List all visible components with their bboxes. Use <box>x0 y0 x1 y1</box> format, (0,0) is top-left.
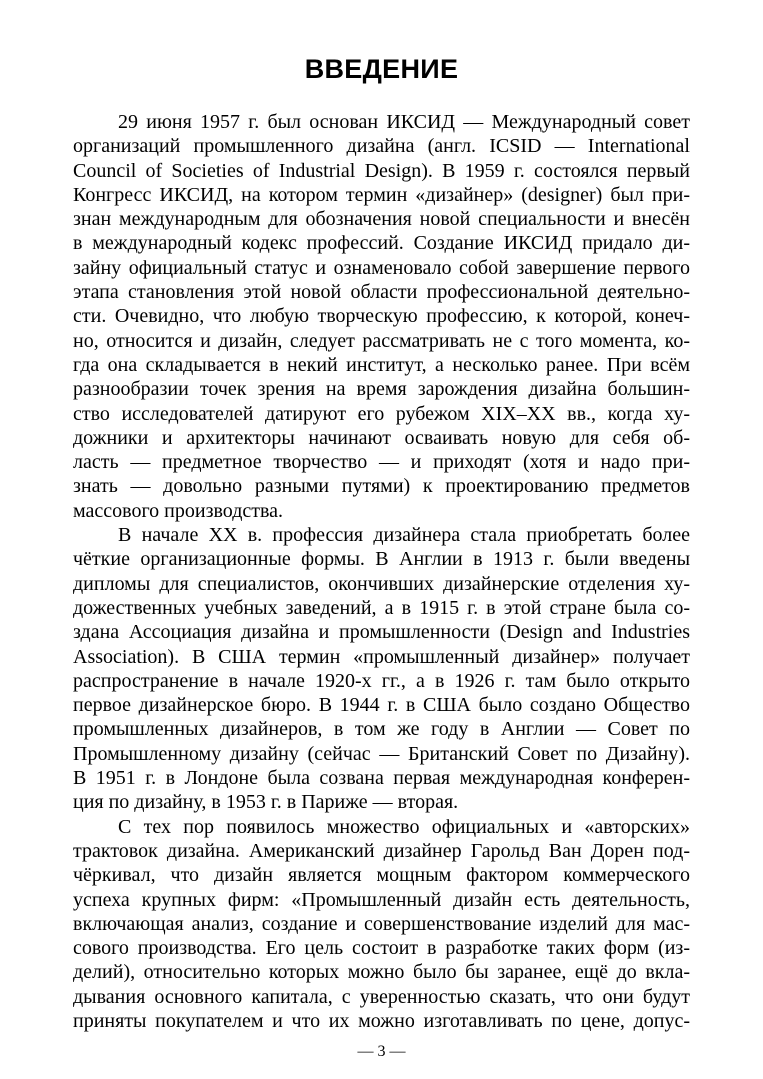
text-line: массового производства. <box>73 499 284 522</box>
text-line: организаций промышленного дизайна (англ. ICSID — International <box>73 135 690 158</box>
text-line: С тех пор появилось множество официальных и «авторских» <box>118 815 690 838</box>
text-line: В 1951 г. в Лондоне была созвана первая международная конферен- <box>73 767 690 790</box>
text-line: первое дизайнерское бюро. В 1944 г. в США было создано Общество <box>73 694 690 717</box>
text-line: ство исследователей датируют его рубежом XIX–XX вв., когда ху- <box>73 402 690 425</box>
paragraph-3 <box>73 815 690 1034</box>
chapter-heading: ВВЕДЕНИЕ <box>304 54 459 84</box>
page-number: — 3 — <box>357 1043 406 1060</box>
text-line: распространение в начале 1920-х гг., а в 1926 г. там было открыто <box>73 669 690 692</box>
text-line: зайну официальный статус и ознаменовало собой завершение первого <box>73 256 690 279</box>
text-line: сти. Очевидно, что любую творческую профессию, к которой, конеч- <box>73 305 690 328</box>
text-line: гда она складывается в некий институт, а несколько ранее. При всём <box>73 353 690 376</box>
text-line: чёткие организационные формы. В Англии в 1913 г. были введены <box>73 548 690 571</box>
text-line: дывания основного капитала, с уверенностью сказать, что они будут <box>73 985 690 1008</box>
paragraph-1 <box>73 110 690 523</box>
text-line: включающая анализ, создание и совершенствование изделий для мас- <box>73 912 690 935</box>
text-line: ласть — предметное творчество — и приходят (хотя и надо при- <box>73 451 690 474</box>
text-line: дожники и архитекторы начинают осваивать новую для себя об- <box>73 426 690 449</box>
text-line: В начале XX в. профессия дизайнера стала приобретать более <box>118 524 690 547</box>
text-line: делий), относительно которых можно было бы заранее, ещё до вкла- <box>73 961 690 984</box>
text-line: промышленных дизайнеров, в том же году в Англии — Совет по <box>73 718 690 741</box>
text-line: знать — довольно разными путями) к проектированию предметов <box>73 475 690 498</box>
text-line: дожественных учебных заведений, а в 1915 г. в этой стране была со- <box>73 596 690 619</box>
text-line: трактовок дизайна. Американский дизайнер Гарольд Ван Дорен под- <box>73 839 690 862</box>
text-line: разнообразии точек зрения на время зарождения дизайна большин- <box>73 378 690 401</box>
text-line: Промышленному дизайну (сейчас — Британский Совет по Дизайну). <box>73 742 690 765</box>
text-line: знан международным для обозначения новой специальности и внесён <box>73 208 690 231</box>
text-line: 29 июня 1957 г. был основан ИКСИД — Международный совет <box>118 111 690 133</box>
paragraph-2 <box>73 523 690 815</box>
text-line: ция по дизайну, в 1953 г. в Париже — вторая. <box>73 791 459 814</box>
body-text <box>73 110 690 1033</box>
text-line: Association). В США термин «промышленный дизайнер» получает <box>73 645 690 668</box>
text-line: Council of Societies of Industrial Design). В 1959 г. состоялся первый <box>73 159 690 182</box>
text-line: в международный кодекс профессий. Создание ИКСИД придало ди- <box>73 232 690 255</box>
text-line: Конгресс ИКСИД, на котором термин «дизайнер» (designer) был при- <box>73 183 690 206</box>
text-line: дипломы для специалистов, окончивших дизайнерские отделения ху- <box>73 572 690 595</box>
text-line: успеха крупных фирм: «Промышленный дизайн есть деятельность, <box>73 888 690 911</box>
text-line: этапа становления этой новой области профессиональной деятельно- <box>73 281 690 304</box>
text-line: здана Ассоциация дизайна и промышленности (Design and Industries <box>73 621 690 644</box>
text-line: сового производства. Его цель состоит в разработке таких форм (из- <box>73 937 690 960</box>
text-line: но, относится и дизайн, следует рассматривать не с того момента, ко- <box>73 329 690 352</box>
text-line: чёркивал, что дизайн является мощным фактором коммерческого <box>73 864 690 887</box>
text-line: приняты покупателем и что их можно изготавливать по цене, допус- <box>73 1009 690 1032</box>
